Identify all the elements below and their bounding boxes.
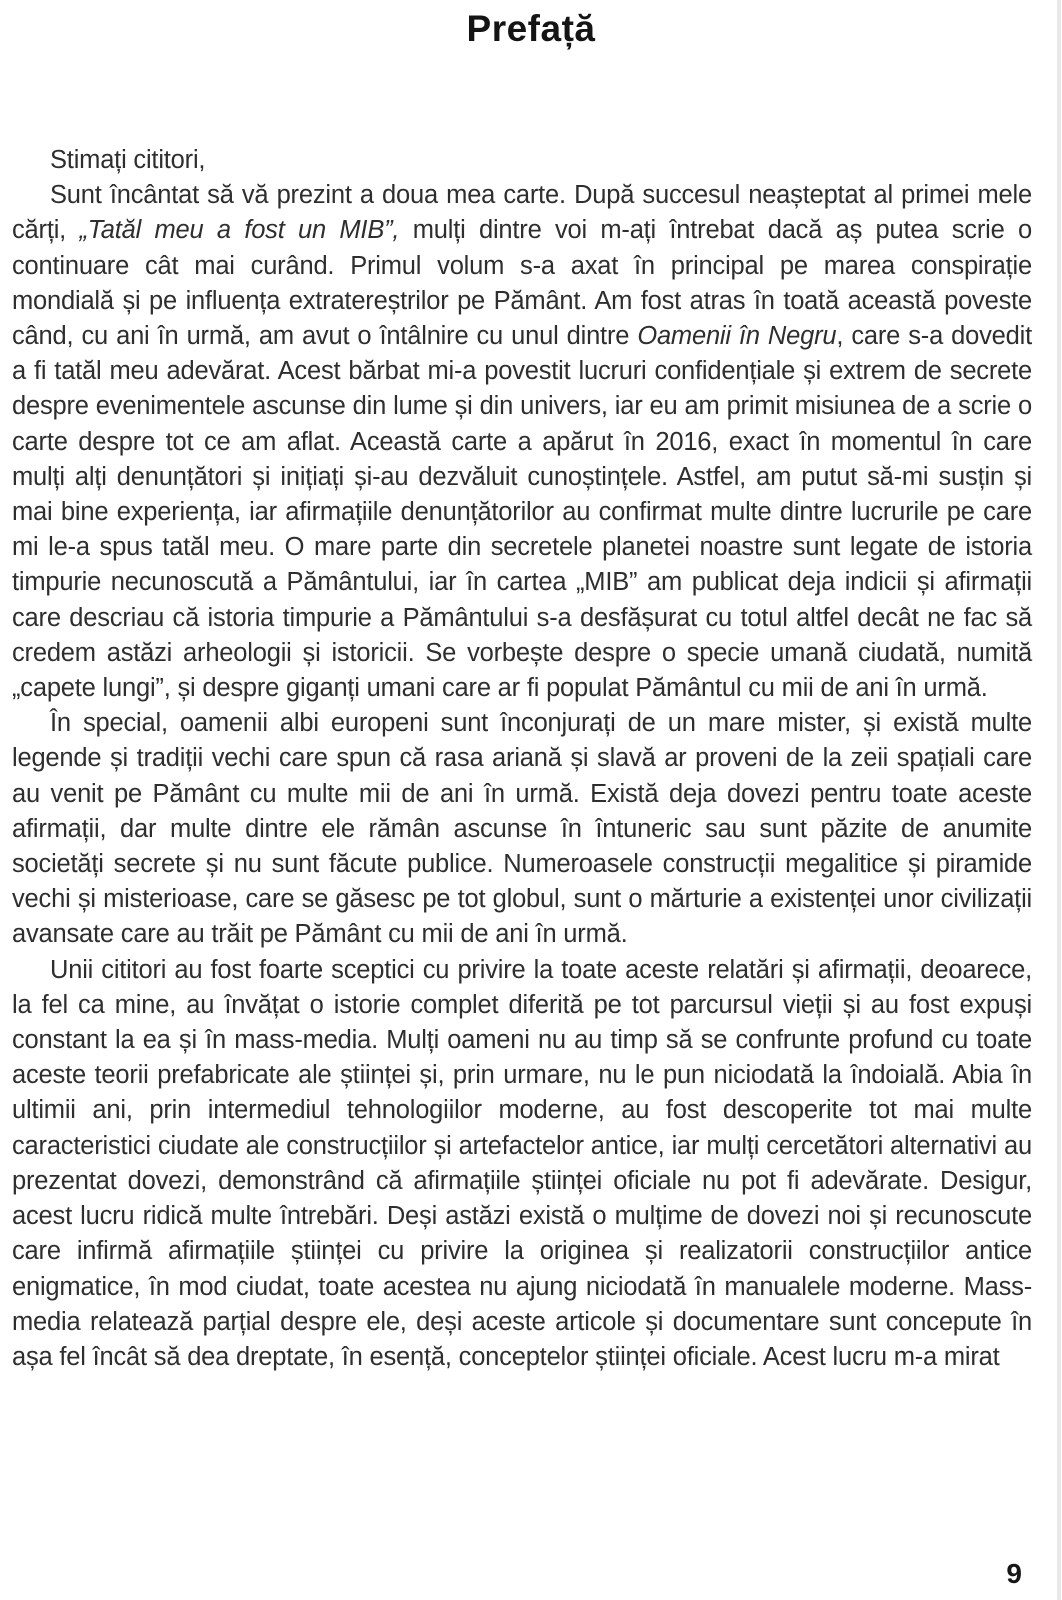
text-run: Unii cititori au fost foarte sceptici cu privire la toate aceste relatări și afirmații, deoarece, la fel ca mine, au învățat o istorie complet diferită pe tot parcursul vieții și au fost expuși constant la ea și în mass-media. Mulți oameni nu au timp să se confrunte profund cu toate aceste teorii prefabricate ale științei și, prin urmare, nu le pun niciodată la îndoială. Abia în ultimii ani, prin intermediul tehnologiilor moderne, au fost descoperite tot mai multe caracteristici ciudate ale construcțiilor și artefactelor antice, iar mulți cercetători alternativi au prezentat dovezi, demonstrând că afirmațiile științei oficiale nu pot fi adevărate. Desigur, acest lucru ridică multe întrebări. Deși astăzi există o mulțime de dovezi noi și recunoscute care infirmă afirmațiile științei cu privire la originea și realizatorii construcțiilor antice enigmatice, în mod ciudat, toate acestea nu ajung niciodată în manualele moderne. Mass-media relatează parțial despre ele, deși aceste articole și documentare sunt concepute în așa fel încât să dea dreptate, în esență, conceptelor științei oficiale. Acest lucru m-a mirat bbox=[12, 955, 1032, 1371]
paragraph bbox=[12, 953, 1032, 1375]
page-title: Prefață bbox=[466, 8, 596, 49]
text-run: În special, oamenii albi europeni sunt înconjurați de un mare mister, și există multe legende și tradiții vechi care spun că rasa ariană și slavă ar proveni de la zeii spațiali care au venit pe Pământ cu multe mii de ani în urmă. Există deja dovezi pentru toate aceste afirmații, dar multe dintre ele rămân ascunse în întuneric sau sunt păzite de anumite societăți secrete și nu sunt făcute publice. Numeroasele construcții megalitice și piramide vechi și misterioase, care se găsesc pe tot globul, sunt o mărturie a existenței unor civilizații avansate care au trăit pe Pământ cu mii de ani în urmă. bbox=[12, 709, 1032, 949]
paragraph bbox=[12, 178, 1032, 706]
page-edge-shadow bbox=[1057, 0, 1061, 1600]
text-run: Stimați cititori, bbox=[50, 146, 206, 174]
italic-run: „Tatăl meu a fost un MIB”, bbox=[79, 216, 400, 245]
italic-run: Oamenii în Negru bbox=[637, 322, 837, 351]
text-run: Sunt încântat să vă prezint a doua mea carte. După succesul neașteptat al primei mele cărți, bbox=[12, 181, 1032, 245]
preface-body bbox=[12, 143, 1032, 1375]
page-number: 9 bbox=[1006, 1558, 1022, 1589]
paragraph bbox=[12, 143, 1032, 178]
text-run: , care s-a dovedit a fi tatăl meu adevărat. Acest bărbat mi-a povestit lucruri confidențiale și extrem de secrete despre evenimentele ascunse din lume și din univers, iar eu am primit misiunea de a scrie o carte despre tot ce am aflat. Această carte a apărut în 2016, exact în momentul în care mulți alți denunțători și inițiați și-au dezvăluit cunoștințele. Astfel, am putut să-mi susțin și mai bine experiența, iar afirmațiile denunțătorilor au confirmat multe dintre lucrurile pe care mi le-a spus tatăl meu. O mare parte din secretele planetei noastre sunt legate de istoria timpurie necunoscută a Pământului, iar în cartea „MIB” am publicat deja indicii și afirmații care descriau că istoria timpurie a Pământului s-a desfășurat cu totul altfel decât ne fac să credem astăzi arheologii și istoricii. Se vorbește despre o specie umană ciudată, numită „capete lungi”, și despre giganți umani care ar fi populat Pământul cu mii de ani în urmă. bbox=[12, 322, 1032, 703]
text-run: mulți dintre voi m-ați întrebat dacă aș putea scrie o continuare cât mai curând. Primul volum s-a axat în principal pe marea conspirație mondială și pe influența extratereștrilor pe Pământ. Am fost atras în toată această poveste când, cu ani în urmă, am avut o întâlnire cu unul dintre bbox=[12, 216, 1032, 351]
paragraph bbox=[12, 706, 1032, 952]
